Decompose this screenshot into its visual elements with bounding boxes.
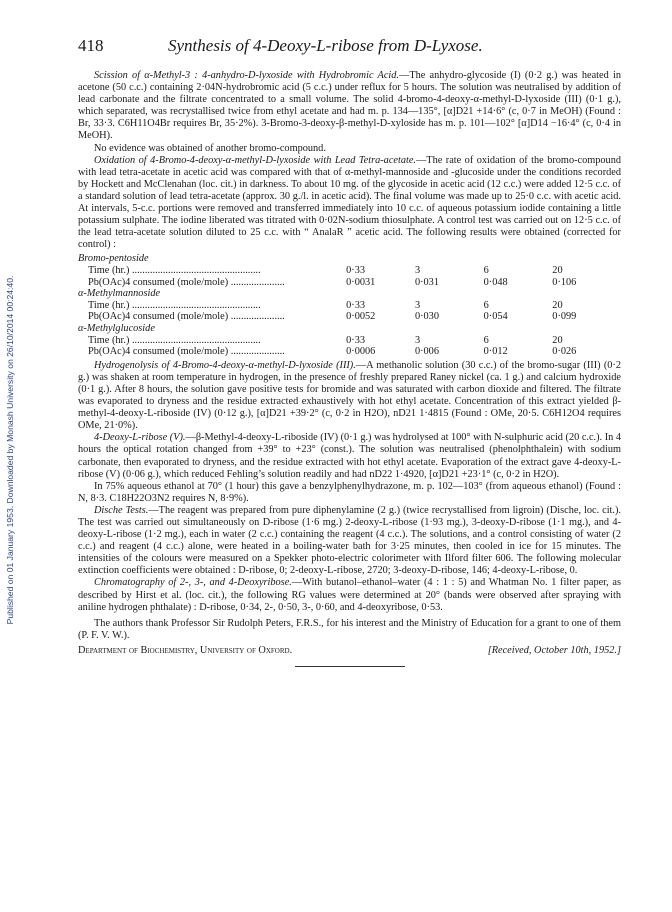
department-address: Department of Biochemistry, University of Oxford. (78, 644, 293, 656)
hydrogenolysis-paragraph (78, 360, 621, 433)
row-label: Pb(OAc)4 consumed (mole/mole) ..................... (88, 276, 285, 288)
result-value: 0·0052 (346, 311, 376, 323)
oxidation-paragraph (78, 155, 621, 252)
scission-note: No evidence was obtained of another bromo-compound. (94, 142, 326, 154)
hydrazone-paragraph: In 75% aqueous ethanol at 70° (1 hour) this gave a benzylphenylhydrazone, m. p. 102—103° (from aqueous ethanol) (Found : N, 8·3. C18H22O3N2 requires N, 8·9%). (78, 480, 621, 504)
results-consumed-row (78, 346, 621, 358)
result-value: 0·030 (414, 311, 439, 323)
oxidation-text: —The rate of oxidation of the bromo-compound with lead tetra-acetate in acetic acid was compared with that of α-methyl-mannoside and -glucoside under the conditions recorded by Hockett and McClenahan (loc. cit.) in darkness. To about 10 mg. of the glycoside in acetic acid (12 c.c.) were added 12·5 c.c. of a standard solution of lead tetra-acetate (approx. 30 g./l. in acetic acid). The final volume was made up to 25·0 c.c. with acetic acid. At intervals, 5-c.c. portions were removed and transferred immediately into 10 c.c. of aqueous potassium iodide containing a little potassium sulphate. The iodine liberated was titrated with 0·02N-sodium thiosulphate. A control test was carried out on 12·5 c.c. of the lead tetra-acetate solution diluted to 25 c.c. with “ AnalaR ” acetic acid. The following results were obtained (corrected for control) : (78, 154, 621, 251)
scission-heading: Scission of α-Methyl-3 : 4-anhydro-D-lyxoside with Hydrobromic Acid. (94, 70, 400, 81)
results-time-row (78, 300, 621, 312)
compound-name: Bromo-pentoside (78, 253, 149, 265)
results-consumed-row (78, 311, 621, 323)
result-value: 0·0031 (346, 276, 376, 288)
row-label: Pb(OAc)4 consumed (mole/mole) ..................... (88, 346, 285, 358)
deoxyribose-paragraph (78, 432, 621, 480)
result-value: 3 (414, 299, 421, 311)
running-title: Synthesis of 4-Deoxy-L-ribose from D-Lyxose. (168, 36, 483, 55)
acknowledgement-paragraph: The authors thank Professor Sir Rudolph Peters, F.R.S., for his interest and the Ministry of Education for a grant to one of them (P. F. V. W.). (78, 617, 621, 641)
page-header (78, 36, 621, 62)
scission-paragraph (78, 70, 621, 143)
dische-paragraph (78, 505, 621, 578)
result-value: 0·048 (483, 276, 508, 288)
results-compound-row (78, 323, 621, 335)
result-value: 20 (552, 299, 563, 311)
deoxyribose-heading: 4-Deoxy-L-ribose (V). (94, 432, 186, 444)
result-value: 0·026 (552, 346, 577, 358)
compound-name: α-Methylmannoside (78, 288, 161, 300)
chromatography-heading: Chromatography of 2-, 3-, and 4-Deoxyribose. (94, 577, 292, 589)
oxidation-results-table (78, 253, 621, 357)
result-value: 0·106 (552, 276, 577, 288)
result-value: 0·33 (346, 334, 366, 346)
result-value: 0·012 (483, 346, 508, 358)
result-value: 0·33 (346, 299, 366, 311)
result-value: 3 (414, 334, 421, 346)
result-value: 0·099 (552, 311, 577, 323)
oxidation-heading: Oxidation of 4-Bromo-4-deoxy-α-methyl-D-lyxoside with Lead Tetra-acetate. (94, 154, 416, 166)
scission-text: —The anhydro-glycoside (I) (0·2 g.) was heated in acetone (50 c.c.) containing 2·04N-hydrobromic acid (5 c.c.) under reflux for 5 hours. The solution was neutralised by addition of lead carbonate and the filtrate concentrated to a small volume. The solid 4-bromo-4-deoxy-α-methyl-D-lyxoside (III) (0·1 g.), which separated, was recrystallised twice from ethyl acetate and had m. p. 134—135°, [α]D21 +14·6° (c, 0·7 in MeOH) (Found : Br, 33·3. C6H11O4Br requires Br, 35·2%). 3-Bromo-3-deoxy-β-methyl-D-xyloside has m. p. 101—102° [α]D14 −16·4° (c, 0·4 in MeOH). (78, 70, 621, 142)
side-note-text: Published on 01 January 1953. Downloaded by Monash University on 26/10/2014 00:24:40. (5, 275, 15, 625)
results-compound-row (78, 288, 621, 300)
results-consumed-row (78, 277, 621, 289)
dische-heading: Dische Tests. (94, 504, 149, 516)
result-value: 6 (483, 299, 489, 311)
publication-side-note (0, 150, 18, 750)
dische-text: —The reagent was prepared from pure diphenylamine (2 g.) (twice recrystallised from ligroin) (Dische, loc. cit.). The test was carried out simultaneously on D-ribose (1·6 mg.) 2-deoxy-L-ribose (1·93 mg.), 3-deoxy-D-ribose (1·1 mg.), and 4-deoxy-L-ribose (1·2 mg.), each in water (2 c.c.) containing the reagent (4 c.c.). The solutions, and a control consisting of water (2 c.c.) and reagent (4 c.c.) alone, were heated in a boiling-water bath for 3·25 minutes, then cooled in ice for 15 minutes. The intensities of the colours were measured on a Spekker photo-electric colorimeter with Ilford filter 606. The following molecular extinction coefficients were obtained : D-ribose, 0; 2-deoxy-L-ribose, 2720; 3-deoxy-D-ribose, 146; 4-deoxy-L-ribose, 0. (78, 504, 621, 577)
deoxyribose-text: —β-Methyl-4-deoxy-L-riboside (IV) (0·1 g.) was hydrolysed at 100° with N-sulphuric acid (20 c.c.). In 4 hours the optical rotation changed from +39° to +23° (const.). The solution was neutralised (phenolphthalein) with sodium carbonate, then evaporated to dryness, and the residue extracted with hot ethyl acetate. Evaporation of the extract gave 4-deoxy-L-ribose (V) (0·06 g.), which reduced Fehling’s solution readily and had nD22 1·4920, [α]D21 +23·1° (c, 0·2 in H2O). (78, 432, 622, 480)
results-time-row (78, 265, 621, 277)
hydrogenolysis-text: —A methanolic solution (30 c.c.) of the bromo-sugar (III) (0·2 g.) was shaken at room temperature in hydrogen, in the presence of freshly prepared Raney nickel (ca. 1 g.) and calcium hydroxide (0·1 g.). After 8 hours, the solution gave positive tests for bromide and was saturated with carbon dioxide and filtered. The filtrate was evaporated to dryness and the residue extracted exhaustively with hot ethyl acetate. Concentration of this extract yielded β-methyl-4-deoxy-L-riboside (IV) (0·12 g.), [α]D21 +39·2° (c, 0·2 in H2O), nD21 1·4815 (Found : OMe, 20·5. C6H12O4 requires OMe, 21·0%). (78, 359, 621, 432)
article-footer (78, 645, 621, 656)
result-value: 0·006 (414, 346, 439, 358)
compound-name: α-Methylglucoside (78, 322, 155, 334)
result-value: 20 (552, 334, 563, 346)
result-value: 3 (414, 265, 421, 276)
row-label: Pb(OAc)4 consumed (mole/mole) ..................... (88, 311, 285, 323)
row-label: Time (hr.) .................................................. (88, 299, 261, 311)
result-value: 0·0006 (346, 346, 376, 358)
results-time-row (78, 335, 621, 347)
chromatography-text: —With butanol–ethanol–water (4 : 1 : 5) and Whatman No. 1 filter paper, as described by Hirst et al. (loc. cit.), the following RG values were determined at 20° (bands were observed after spraying with aniline hydrogen phthalate) : D-ribose, 0·34, 2-, 0·50, 3-, 0·60, and 4-deoxyribose, 0·53. (78, 577, 622, 613)
end-rule (295, 666, 405, 667)
result-value: 0·031 (414, 276, 439, 288)
result-value: 0·054 (483, 311, 508, 323)
result-value: 0·33 (346, 265, 366, 276)
row-label: Time (hr.) .................................................. (88, 334, 261, 346)
row-label: Time (hr.) .................................................. (88, 265, 261, 276)
result-value: 6 (483, 334, 489, 346)
received-date: [Received, October 10th, 1952.] (487, 644, 621, 656)
results-compound-row (78, 253, 621, 265)
page-number: 418 (78, 36, 104, 55)
article-page (78, 36, 621, 667)
result-value: 6 (483, 265, 489, 276)
result-value: 20 (552, 265, 563, 276)
chromatography-paragraph (78, 577, 621, 613)
hydrogenolysis-heading: Hydrogenolysis of 4-Bromo-4-deoxy-α-methyl-D-lyxoside (III). (94, 359, 356, 371)
